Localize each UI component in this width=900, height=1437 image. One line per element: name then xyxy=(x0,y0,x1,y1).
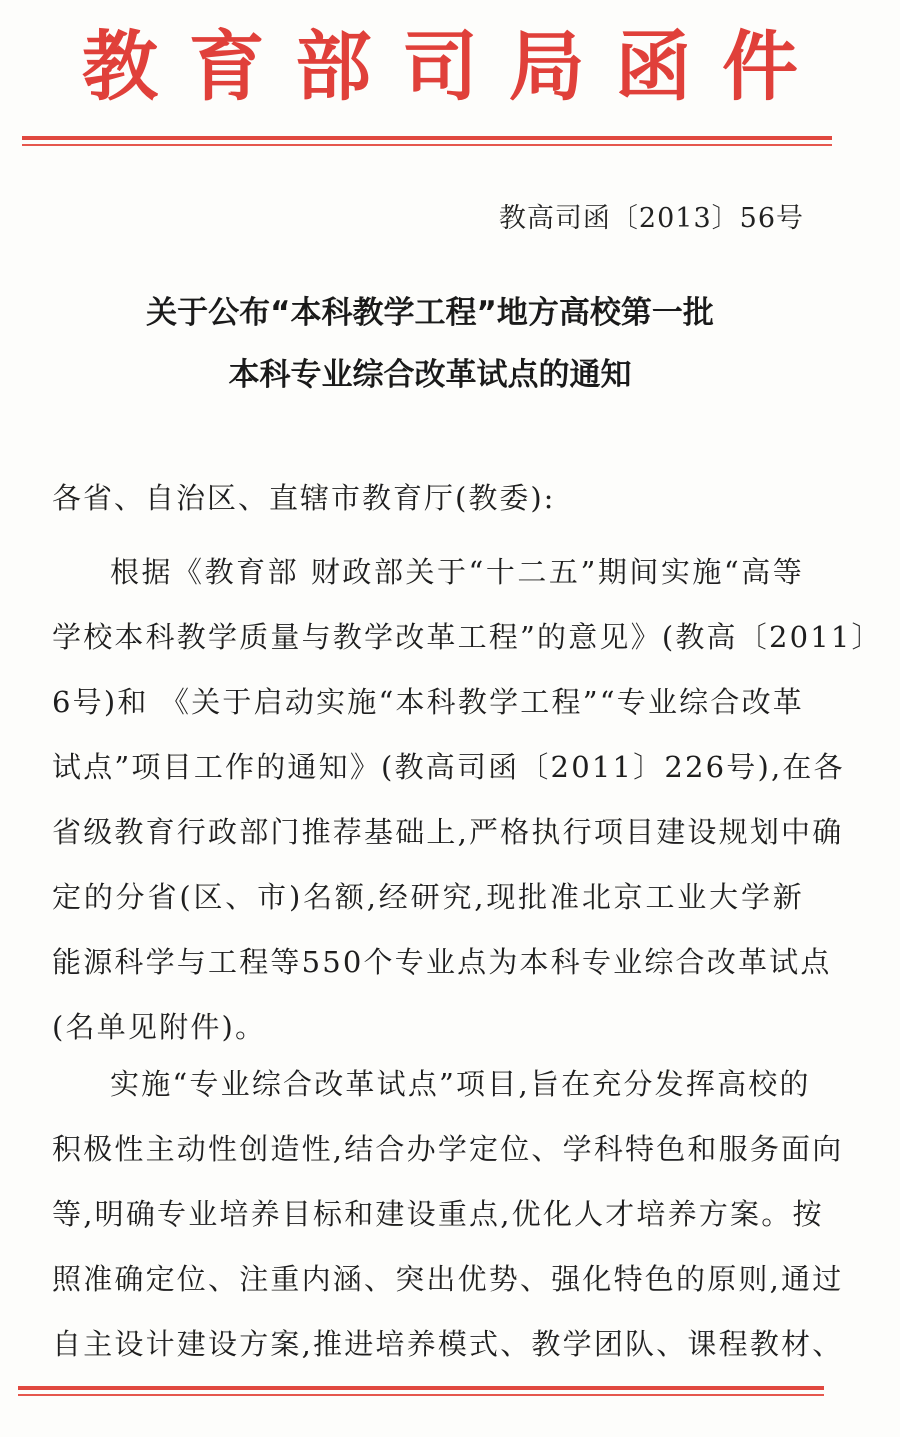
text-line: 学校本科教学质量与教学改革工程”的意见》(教高〔2011〕 xyxy=(52,620,883,654)
text-line: 定的分省(区、市)名额,经研究,现批准北京工业大学新 xyxy=(52,880,804,914)
text-line: 实施“专业综合改革试点”项目,旨在充分发挥高校的 xyxy=(110,1067,811,1101)
text-line: 等,明确专业培养目标和建设重点,优化人才培养方案。按 xyxy=(52,1197,824,1231)
text-line: (名单见附件)。 xyxy=(52,1010,267,1044)
text-line: 积极性主动性创造性,结合办学定位、学科特色和服务面向 xyxy=(52,1132,844,1166)
title-line: 关于公布“本科教学工程”地方高校第一批 xyxy=(146,295,714,331)
letterhead-char: 函 xyxy=(615,22,692,111)
document-number: 教高司函〔2013〕56号 xyxy=(498,203,804,234)
text-line: 省级教育行政部门推荐基础上,严格执行项目建设规划中确 xyxy=(52,815,844,849)
text-line: 6号)和 《关于启动实施“本科教学工程”“专业综合改革 xyxy=(52,685,804,719)
text-line: 根据《教育部 财政部关于“十二五”期间实施“高等 xyxy=(110,555,804,589)
text-line: 照准确定位、注重内涵、突出优势、强化特色的原则,通过 xyxy=(52,1262,844,1296)
letterhead-char: 司 xyxy=(401,22,478,111)
letterhead-char: 件 xyxy=(721,22,798,111)
text-line: 自主设计建设方案,推进培养模式、教学团队、课程教材、 xyxy=(52,1327,844,1361)
letterhead-char: 局 xyxy=(508,22,585,111)
document-title xyxy=(0,282,860,406)
header-divider xyxy=(22,136,832,146)
title-line: 本科专业综合改革试点的通知 xyxy=(228,357,632,393)
addressee: 各省、自治区、直辖市教育厅(教委): xyxy=(52,481,556,515)
text-line: 能源科学与工程等550个专业点为本科专业综合改革试点 xyxy=(52,945,832,979)
text-line: 试点”项目工作的通知》(教高司函〔2011〕226号),在各 xyxy=(52,750,845,784)
letterhead xyxy=(70,22,810,112)
letterhead-char: 教 xyxy=(82,22,158,111)
letterhead-char: 部 xyxy=(295,22,372,111)
paragraph-1 xyxy=(52,540,883,1060)
paragraph-2 xyxy=(52,1052,844,1377)
footer-divider xyxy=(18,1386,824,1396)
letterhead-char: 育 xyxy=(188,22,265,111)
